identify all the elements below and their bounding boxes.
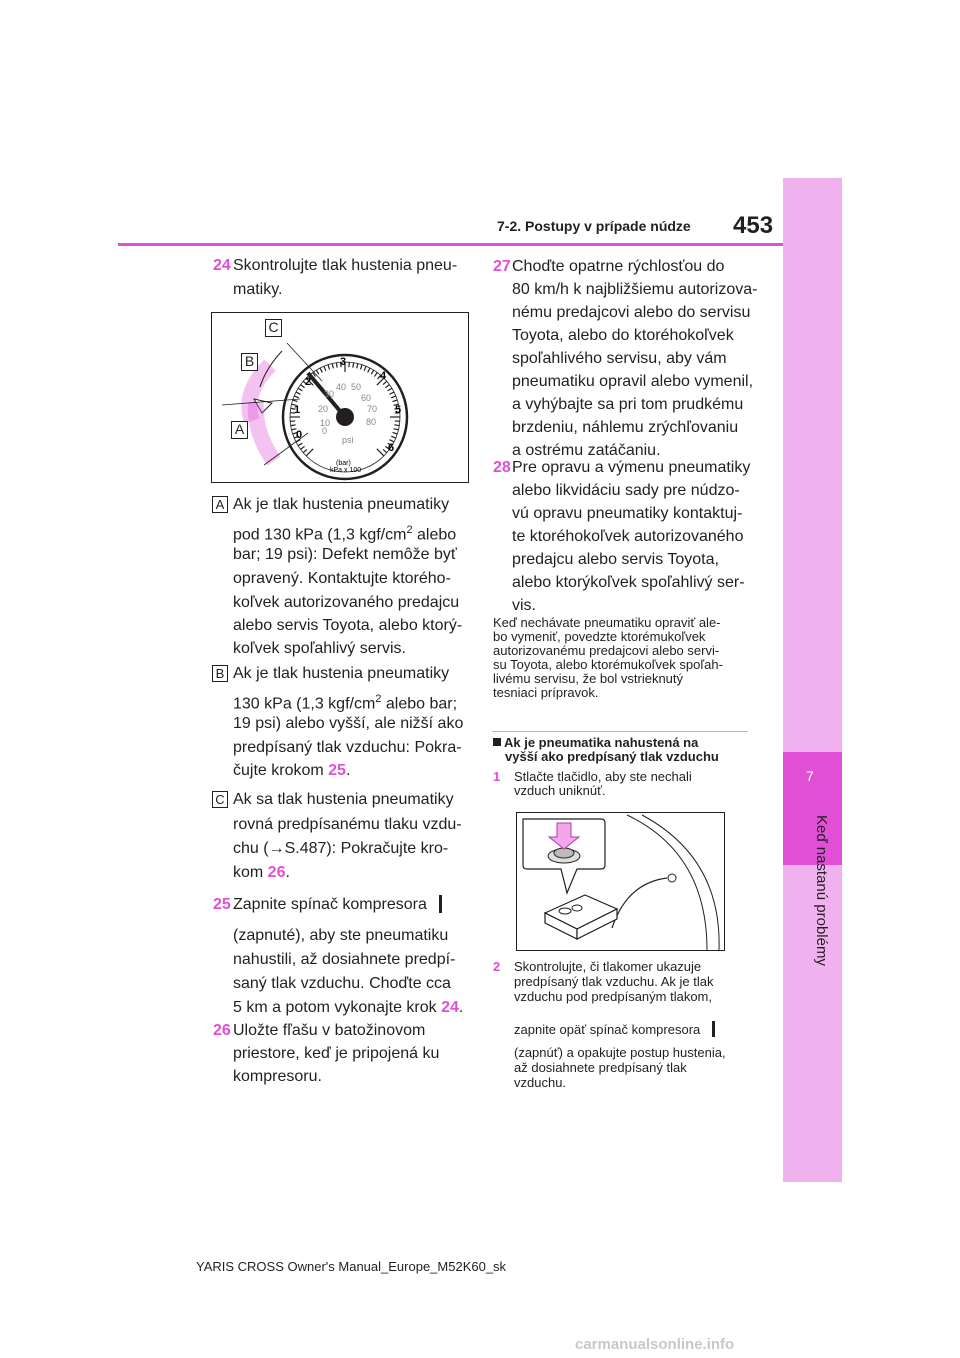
item-text: koľvek autorizovaného predajcu (233, 594, 460, 611)
psi-tick-60: 60 (361, 393, 372, 403)
note-line: livému servisu, že bol vstrieknutý (493, 671, 684, 686)
sub-step-number: 2 (493, 959, 501, 974)
step-text: matiky. (233, 281, 283, 298)
psi-tick-50: 50 (351, 382, 362, 392)
bar-tick-3: 3 (340, 356, 347, 368)
step-text: Toyota, alebo do ktoréhokoľvek (512, 327, 734, 344)
step-text: vú opravu pneumatiky kontaktuj- (512, 505, 743, 522)
psi-tick-30: 30 (324, 389, 335, 399)
item-text: chu (→S.487): Pokračujte kro- (233, 840, 449, 857)
chapter-title-vertical (810, 815, 830, 1075)
item-text: kom 26. (233, 864, 290, 881)
sub-step-number: 1 (493, 769, 501, 784)
pressure-gauge-illustration (212, 313, 468, 482)
kpa-unit: kPa x 100 (330, 467, 362, 474)
step-text: alebo ktorýkoľvek spoľahlivý ser- (512, 574, 745, 591)
bar-tick-1: 1 (294, 404, 301, 416)
step-text: 80 km/h k najbližšiemu autorizova- (512, 281, 758, 298)
step-text: kompresoru. (233, 1068, 322, 1085)
item-text: koľvek spoľahlivý servis. (233, 640, 406, 657)
heading-line: vyšší ako predpísaný tlak vzduchu (505, 749, 719, 764)
note-line: su Toyota, alebo ktorémukoľvek spoľah- (493, 657, 723, 672)
psi-tick-20: 20 (318, 404, 329, 414)
step-text: vzduch uniknúť. (514, 783, 606, 798)
header-rule (118, 243, 783, 246)
item-text: 130 kPa (1,3 kgf/$cm^2$ alebo bar; (233, 693, 458, 713)
gauge-tick (336, 363, 337, 368)
step-text: a vyhýbajte sa pri tom prudkému (512, 396, 744, 413)
item-text: predpísaný tlak vzduchu: Pokra- (233, 739, 462, 756)
chapter-title: Keď nastanú problémy (813, 815, 830, 966)
step-text: predajcu alebo servis Toyota, (512, 551, 719, 568)
bar-tick-2: 2 (305, 376, 312, 388)
bar-tick-4: 4 (380, 370, 387, 382)
step-text: a ostrému zatáčaniu. (512, 442, 661, 459)
item-text: opravený. Kontaktujte ktorého- (233, 570, 451, 587)
psi-tick-40: 40 (336, 382, 347, 392)
step-text: Pre opravu a výmenu pneumatiky (512, 459, 751, 476)
psi-unit: psi (342, 435, 354, 445)
step-text: 5 km a potom vykonajte krok 24. (233, 999, 464, 1016)
step-ref-26[interactable]: 26 (267, 864, 286, 881)
section-divider (492, 731, 748, 732)
bullet-square-icon (493, 738, 501, 746)
step-text: až dosiahnete predpísaný tlak (514, 1060, 687, 1075)
item-label-a: A (212, 496, 228, 513)
step-number: 25 (213, 896, 231, 913)
step-text: Choďte opatrne rýchlosťou do (512, 258, 725, 275)
step-ref-25[interactable]: 25 (328, 762, 346, 779)
step-text: pneumatiku opravil alebo vymenil, (512, 373, 754, 390)
psi-tick-80: 80 (366, 417, 377, 427)
item-text: bar; 19 psi): Defekt nemôže byť (233, 546, 457, 563)
step-text: priestore, keď je pripojená ku (233, 1045, 440, 1062)
item-text: alebo servis Toyota, alebo ktorý- (233, 617, 463, 634)
bar-tick-6: 6 (388, 442, 395, 454)
bar-tick-0: 0 (296, 429, 303, 441)
item-text: čujte krokom 25. (233, 762, 351, 779)
item-text: Ak sa tlak hustenia pneumatiky (233, 791, 454, 808)
page-number: 453 (733, 212, 774, 239)
power-switch-icon (712, 1021, 715, 1037)
figure-label-c: C (265, 319, 282, 337)
pressure-gauge-figure (211, 312, 469, 483)
step-text: predpísaný tlak vzduchu. Ak je tlak (514, 974, 714, 989)
step-number: 24 (213, 257, 231, 274)
step-text: saný tlak vzduchu. Choďte cca (233, 975, 451, 992)
item-text: 19 psi) alebo vyšší, ale nižší ako (233, 715, 464, 732)
psi-tick-10: 10 (320, 418, 331, 428)
step-ref-24[interactable]: 24 (441, 999, 459, 1016)
power-switch-icon (439, 895, 442, 913)
gauge-tick (353, 363, 354, 368)
subsection-heading (493, 736, 753, 764)
item-label-c: C (212, 791, 228, 808)
step-text: brzdeniu, náhlemu zrýchľovaniu (512, 419, 739, 436)
note-paragraph (493, 616, 753, 700)
step-text: te ktoréhokoľvek autorizovaného (512, 528, 744, 545)
item-text: Ak je tlak hustenia pneumatiky (233, 496, 450, 513)
step-text: Stlačte tlačidlo, aby ste nechali (514, 769, 692, 784)
heading-line: Ak je pneumatika nahustená na (504, 735, 699, 750)
step-text: vis. (512, 597, 536, 614)
step-text: Skontrolujte, či tlakomer ukazuje (514, 959, 702, 974)
note-line: bo vymeniť, povedzte ktorémukoľvek (493, 629, 706, 644)
figure-label-b: B (241, 353, 258, 371)
chapter-number: 7 (806, 768, 814, 784)
step-text: nému predajcovi alebo do servisu (512, 304, 751, 321)
section-title: 7-2. Postupy v prípade núdze (497, 218, 691, 234)
gauge-tick (291, 425, 296, 426)
step-text: alebo likvidáciu sady pre núdzo- (512, 482, 740, 499)
figure-label-a: A (231, 421, 248, 439)
step-text: vzduchu pod predpísaným tlakom, (514, 989, 712, 1004)
step-text: nahustili, až dosiahnete predpí- (233, 951, 456, 968)
footer-text: YARIS CROSS Owner's Manual_Europe_M52K60_sk (196, 1259, 507, 1274)
psi-tick-70: 70 (367, 404, 378, 414)
watermark: carmanualsonline.info (575, 1336, 735, 1353)
compressor-figure (516, 812, 725, 951)
note-line: autorizovanému predajcovi alebo servi- (493, 643, 720, 658)
step-number: 28 (493, 459, 511, 476)
bar-unit: (bar) (336, 460, 351, 467)
step-text: Uložte fľašu v batožinovom (233, 1022, 426, 1039)
bar-tick-5: 5 (395, 404, 402, 416)
note-line: tesniaci prípravok. (493, 685, 599, 700)
step-text: zapnite opäť spínač kompresora (514, 1021, 715, 1037)
item-label-b: B (212, 665, 228, 682)
step-text: Zapnite spínač kompresora (233, 893, 442, 916)
compressor-illustration (517, 813, 724, 950)
step-text: vzduchu. (514, 1075, 567, 1090)
item-text: pod 130 kPa (1,3 kgf/$cm^2$ alebo (233, 524, 457, 544)
gauge-tick (394, 425, 399, 426)
step-text: spoľahlivého servisu, aby vám (512, 350, 727, 367)
step-number: 27 (493, 258, 511, 275)
step-text: (zapnúť) a opakujte postup hustenia, (514, 1045, 726, 1060)
item-text: rovná predpísanému tlaku vzdu- (233, 816, 462, 833)
step-number: 26 (213, 1022, 231, 1039)
step-text: (zapnuté), aby ste pneumatiku (233, 927, 449, 944)
psi-tick-0: 0 (322, 426, 328, 436)
step-text: Skontrolujte tlak hustenia pneu- (233, 257, 458, 274)
item-text: Ak je tlak hustenia pneumatiky (233, 665, 450, 682)
note-line: Keď nechávate pneumatiku opraviť ale- (493, 615, 721, 630)
